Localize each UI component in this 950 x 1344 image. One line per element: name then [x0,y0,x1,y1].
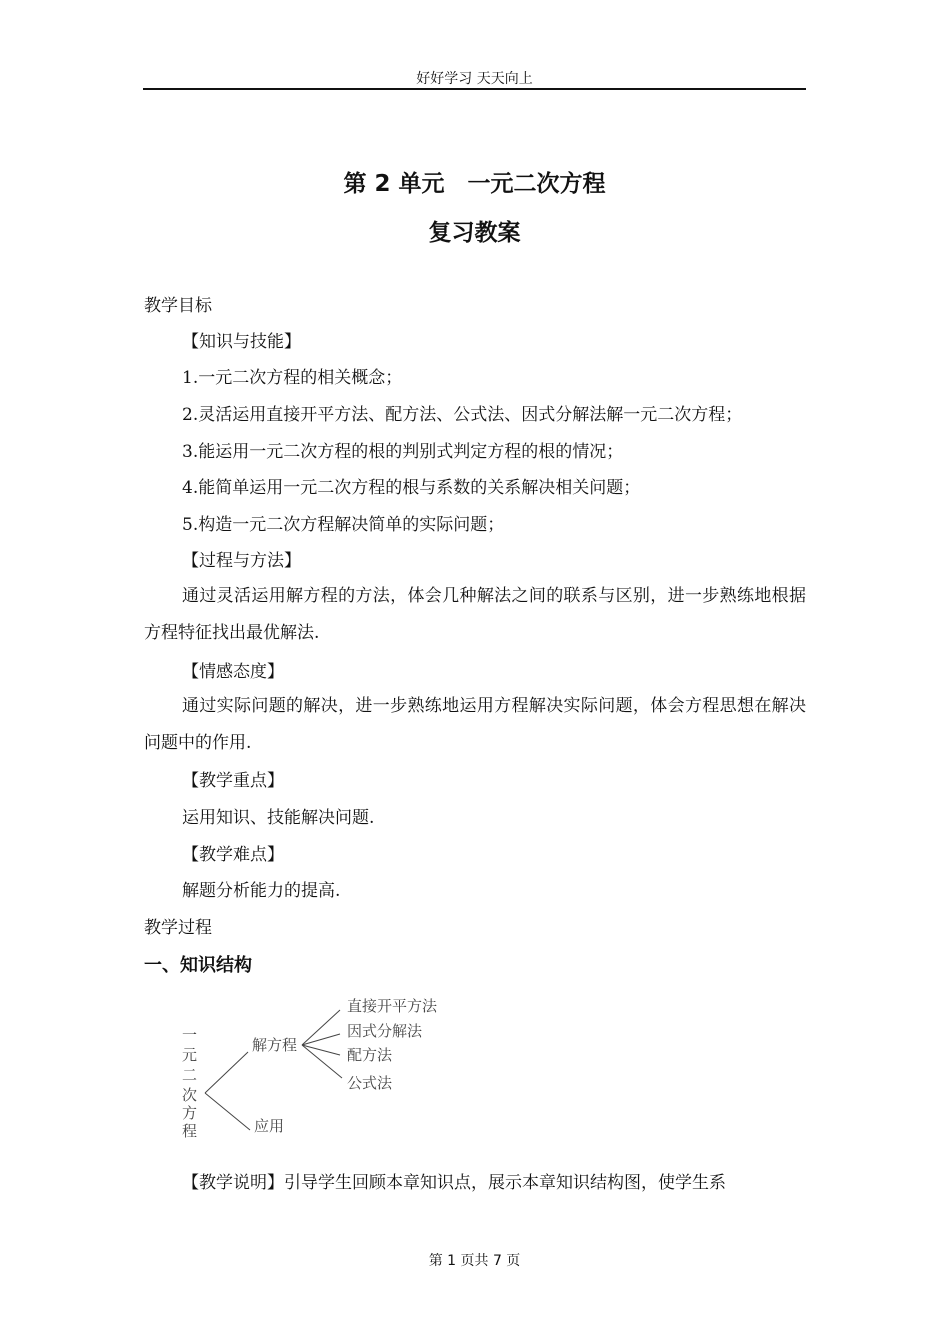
section-heading: 一、知识结构 [144,955,252,976]
goals-heading: 教学目标 [144,296,212,316]
process-method-text: 通过灵活运用解方程的方法，体会几种解法之间的联系与区别，进一步熟练地根据方程特征找出最优解法. [144,586,806,643]
difficulty-heading: 【教学难点】 [182,845,284,865]
process-method-heading: 【过程与方法】 [182,551,301,571]
diagram-method: 公式法 [347,1074,393,1092]
diagram-method: 配方法 [347,1046,393,1064]
difficulty-text: 解题分析能力的提高. [182,881,341,901]
diagram-root-char: 方 [182,1104,198,1122]
knowledge-structure-diagram [170,990,470,1140]
diagram-root-char: 一 [182,1026,198,1044]
goal-item: 5.构造一元二次方程解决简单的实际问题； [182,515,505,535]
goal-item: 3.能运用一元二次方程的根的判别式判定方程的根的情况； [182,442,624,462]
process-heading: 教学过程 [144,918,212,938]
diagram-method: 直接开平方法 [347,997,438,1015]
document-subtitle: 复习教案 [428,220,521,246]
emotion-text: 通过实际问题的解决，进一步熟练地运用方程解决实际问题，体会方程思想在解决问题中的作用. [144,696,806,753]
diagram-branch-apply: 应用 [254,1117,285,1135]
diagram-root-char: 元 [182,1046,198,1064]
key-point-heading: 【教学重点】 [182,771,284,791]
header-rule [143,88,806,90]
diagram-connector [205,1093,250,1130]
teaching-note: 【教学说明】引导学生回顾本章知识点，展示本章知识结构图，使学生系 [182,1173,726,1193]
knowledge-heading: 【知识与技能】 [182,332,301,352]
goal-item: 2.灵活运用直接开平方法、配方法、公式法、因式分解法解一元二次方程； [182,405,743,425]
diagram-branch-solve: 解方程 [252,1036,298,1054]
key-point-text: 运用知识、技能解决问题. [182,808,375,828]
diagram-connector [205,1052,248,1093]
diagram-method: 因式分解法 [347,1022,423,1040]
emotion-heading: 【情感态度】 [182,662,284,682]
goal-item: 1.一元二次方程的相关概念； [182,368,403,388]
diagram-root-char: 程 [182,1122,198,1140]
page-header: 好好学习 天天向上 [416,71,533,87]
document-title: 第 2 单元 一元二次方程 [343,171,606,197]
goal-item: 4.能简单运用一元二次方程的根与系数的关系解决相关问题； [182,478,641,498]
page-footer: 第 1 页共 7 页 [428,1253,521,1269]
diagram-root-char: 二 [182,1066,198,1084]
diagram-root-char: 次 [182,1086,198,1104]
